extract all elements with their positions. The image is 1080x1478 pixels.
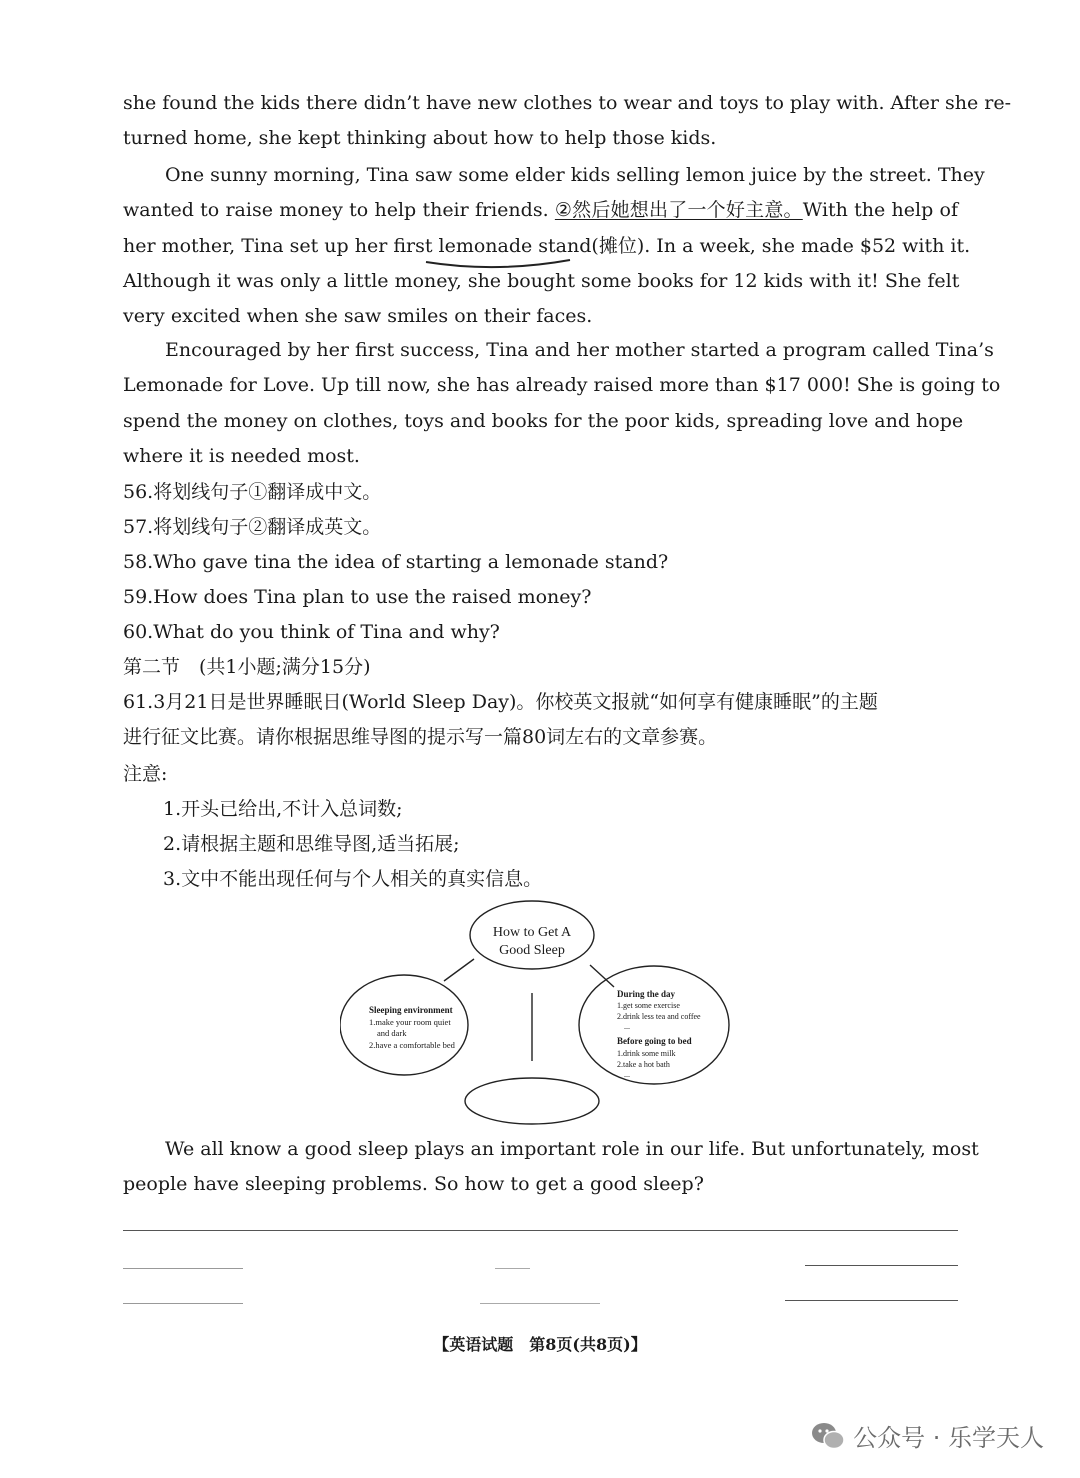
essay-line: We all know a good sleep plays an important role in our life. But unfortunately, most bbox=[165, 1138, 979, 1160]
left-node-item: and dark bbox=[377, 1028, 407, 1038]
center-node-text: Good Sleep bbox=[499, 943, 565, 958]
passage-line bbox=[123, 193, 958, 228]
question-60: 60.What do you think of Tina and why? bbox=[123, 621, 500, 643]
note-item: 3.文中不能出现任何与个人相关的真实信息。 bbox=[163, 868, 543, 890]
answer-line bbox=[785, 1300, 958, 1301]
question-59: 59.How does Tina plan to use the raised money? bbox=[123, 586, 592, 608]
right-node-item: 1.get some exercise bbox=[617, 1001, 680, 1010]
passage-line: turned home, she kept thinking about how to help those kids. bbox=[123, 127, 717, 150]
passage-line: Encouraged by her first success, Tina and her mother started a program called Tina’s bbox=[165, 339, 994, 361]
passage-line: where it is needed most. bbox=[123, 444, 360, 467]
right-node-item: ... bbox=[624, 1022, 630, 1031]
answer-line bbox=[123, 1303, 243, 1304]
connector bbox=[444, 959, 474, 981]
wechat-icon bbox=[811, 1421, 845, 1451]
passage-line: she found the kids there didn’t have new clothes to wear and toys to play with. After she re- bbox=[123, 92, 1011, 114]
answer-line bbox=[480, 1303, 600, 1304]
passage-paragraph-3 bbox=[123, 333, 1001, 474]
text-segment: wanted to raise money to help their friends. bbox=[123, 199, 555, 222]
connector bbox=[590, 965, 614, 987]
answer-line bbox=[123, 1268, 243, 1269]
handwritten-mark bbox=[424, 256, 574, 278]
note-item: 1.开头已给出,不计入总词数; bbox=[163, 798, 403, 820]
right-node-item: 2.drink less tea and coffee bbox=[617, 1012, 701, 1021]
right-node-item: 2.take a hot bath bbox=[617, 1060, 670, 1069]
question-56: 56.将划线句子①翻译成中文。 bbox=[123, 481, 382, 503]
right-node-item: ... bbox=[624, 1070, 630, 1079]
passage-paragraph-1 bbox=[123, 86, 1011, 157]
text-segment: her mother, Tina set up her first bbox=[123, 234, 439, 257]
note-label: 注意: bbox=[123, 763, 168, 785]
text-segment: With the help of bbox=[802, 199, 958, 222]
essay-line: people have sleeping problems. So how to get a good sleep? bbox=[123, 1173, 704, 1196]
page-footer: 【英语试题 第8页(共8页)】 bbox=[433, 1335, 647, 1354]
right-node-title: During the day bbox=[617, 989, 676, 999]
task-instruction-line: 进行征文比赛。请你根据思维导图的提示写一篇80词左右的文章参赛。 bbox=[123, 726, 718, 748]
question-58: 58.Who gave tina the idea of starting a lemonade stand? bbox=[123, 551, 669, 573]
handwritten-underlined-phrase: lemonade stand bbox=[438, 234, 592, 257]
left-node-title: Sleeping environment bbox=[369, 1005, 453, 1015]
watermark-text: 公众号 · 乐学天人 bbox=[853, 1424, 1044, 1452]
task-instruction-line: 61.3月21日是世界睡眠日(World Sleep Day)。你校英文报就“如何享有健康睡眠”的主题 bbox=[123, 691, 878, 713]
essay-opening bbox=[123, 1132, 979, 1203]
passage-paragraph-2 bbox=[123, 158, 985, 334]
watermark bbox=[811, 1418, 1044, 1453]
answer-line bbox=[805, 1265, 958, 1266]
passage-line: very excited when she saw smiles on their faces. bbox=[123, 305, 593, 328]
passage-line: Lemonade for Love. Up till now, she has already raised more than $17 000! She is going to bbox=[123, 374, 1001, 397]
passage-line: Although it was only a little money, she bought some books for 12 kids with it! She felt bbox=[123, 269, 960, 292]
center-node-text: How to Get A bbox=[492, 925, 572, 940]
passage-line: spend the money on clothes, toys and books for the poor kids, spreading love and hope bbox=[123, 409, 964, 432]
question-57: 57.将划线句子②翻译成英文。 bbox=[123, 516, 382, 538]
empty-node bbox=[465, 1078, 599, 1124]
underlined-sentence-2: ②然后她想出了一个好主意。 bbox=[554, 199, 803, 222]
mind-map-diagram bbox=[340, 895, 740, 1130]
left-node-item: 2.have a comfortable bed bbox=[369, 1040, 455, 1050]
answer-line bbox=[495, 1268, 530, 1269]
section-heading: 第二节 (共1小题;满分15分) bbox=[123, 656, 371, 678]
text-segment: (摊位). In a week, she made $52 with it. bbox=[591, 234, 971, 257]
answer-line bbox=[123, 1230, 958, 1231]
right-node-title: Before going to bed bbox=[617, 1036, 692, 1046]
left-node-item: 1.make your room quiet bbox=[369, 1017, 451, 1027]
right-node-item: 1.drink some milk bbox=[617, 1049, 676, 1058]
note-item: 2.请根据主题和思维导图,适当拓展; bbox=[163, 833, 460, 855]
passage-line: One sunny morning, Tina saw some elder kids selling lemon juice by the street. They bbox=[165, 164, 985, 186]
